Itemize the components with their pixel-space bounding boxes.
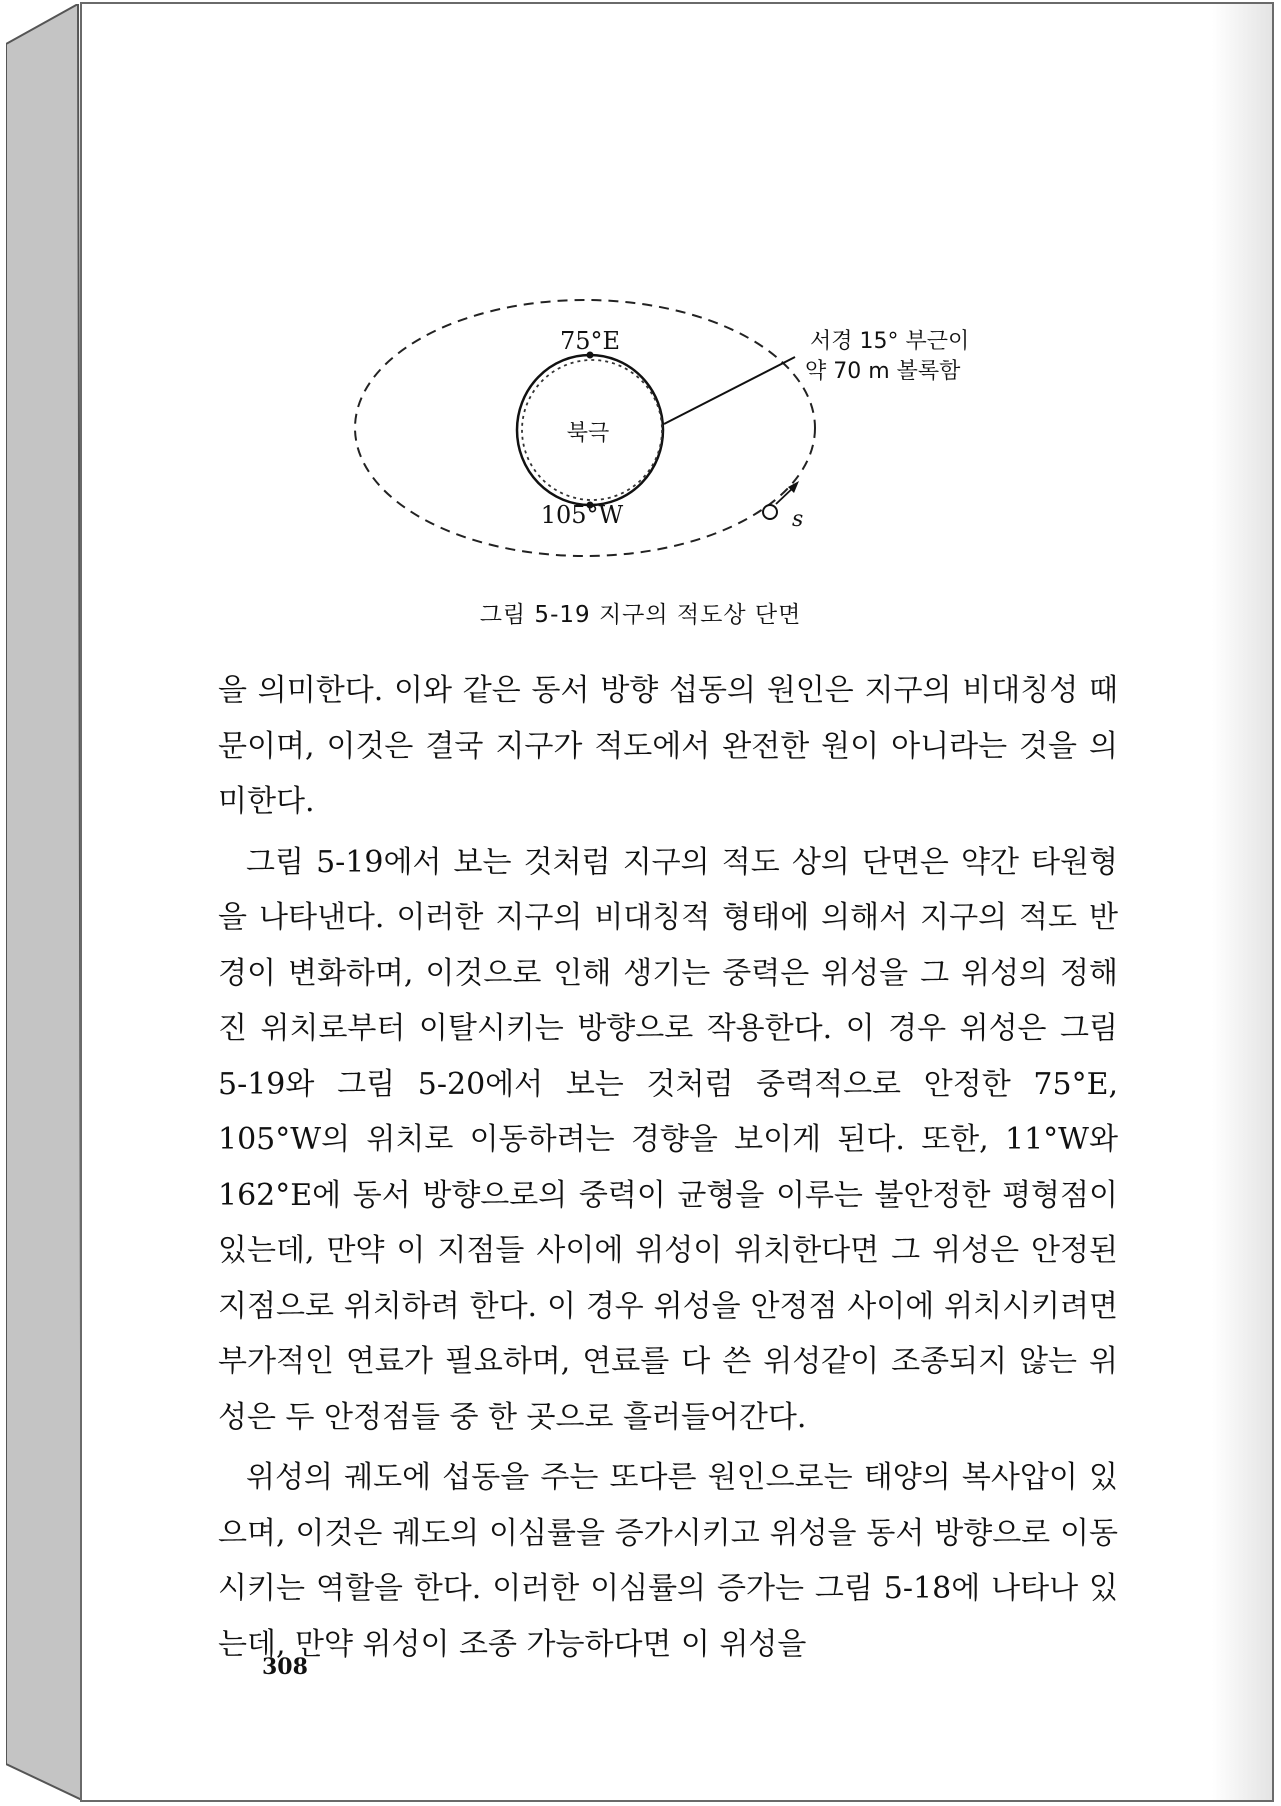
body-text [218,663,1118,1672]
label-satellite: s [792,507,804,532]
equatorial-section-figure [350,290,1010,580]
figure-caption: 그림 5-19 지구의 적도상 단면 [479,602,802,628]
satellite-marker [763,505,777,519]
page-number: 308 [262,1654,308,1680]
label-75e: 75°E [559,327,621,355]
label-105w: 105°W [540,501,624,529]
label-north-pole: 북극 [566,421,610,446]
annotation-pointer [664,357,795,424]
book-spine [6,4,82,1800]
page-edge-shadow [1212,4,1272,1800]
paragraph-1: 을 의미한다. 이와 같은 동서 방향 섭동의 원인은 지구의 비대칭성 때문이며, 이것은 결국 지구가 적도에서 완전한 원이 아니라는 것을 의미한다. [218,673,1118,819]
annotation-line2: 약 70 m 볼록함 [805,359,961,384]
paragraph-3: 위성의 궤도에 섭동을 주는 또다른 원인으로는 태양의 복사압이 있으며, 이것은 궤도의 이심률을 증가시키고 위성을 동서 방향으로 이동시키는 역할을 한다. 이러한 이심률의 증가는 그림 5-18에 나타나 있는데, 만약 위성이 조종 가능하다면 이 위성을 [218,1460,1118,1662]
annotation-line1: 서경 15° 부근이 [810,329,970,354]
paragraph-2: 그림 5-19에서 보는 것처럼 지구의 적도 상의 단면은 약간 타원형을 나타낸다. 이러한 지구의 비대칭적 형태에 의해서 지구의 적도 반경이 변화하며, 이것으로 인해 생기는 중력은 위성을 그 위성의 정해진 위치로부터 이탈시키는 방향으로 작용한다. 이 경우 위성은 그림 5-19와 그림 5-20에서 보는 것처럼 중력적으로 안정한 75°E, 105°W의 위치로 이동하려는 경향을 보이게 된다. 또한, 11°W와 162°E에 동서 방향으로의 중력이 균형을 이루는 불안정한 평형점이 있는데, 만약 이 지점들 사이에 위성이 위치한다면 그 위성은 안정된 지점으로 위치하려 한다. 이 경우 위성을 안정점 사이에 위치시키려면 부가적인 연료가 필요하며, 연료를 다 쓴 위성같이 조종되지 않는 위성은 두 안정점들 중 한 곳으로 흘러들어간다. [218,844,1118,1435]
